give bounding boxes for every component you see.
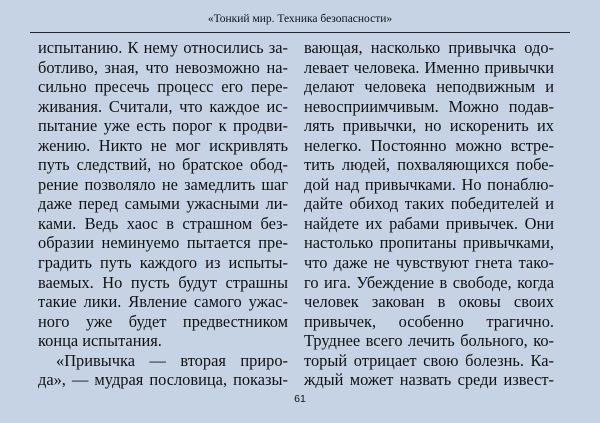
text-line: даже перед самыми ужасными ли- bbox=[38, 194, 288, 214]
text-line: вающая, насколько привычка одо- bbox=[304, 38, 554, 57]
text-line: дой над привычками. Но понаблю- bbox=[304, 174, 554, 194]
page-number: 61 bbox=[294, 393, 306, 405]
text-line: невосприимчивым. Можно подав- bbox=[304, 96, 554, 116]
text-line: дайте обиход таких победителей и bbox=[304, 194, 554, 214]
text-line: живания. Считали, что каждое ис- bbox=[38, 96, 288, 116]
text-line: да», — мудрая пословица, показы- bbox=[38, 370, 288, 390]
text-line: торый отрицает свою болезнь. Ка- bbox=[304, 350, 554, 370]
text-line: градить путь каждого из испыты- bbox=[38, 253, 288, 273]
text-line: Труднее всего лечить больного, ко- bbox=[304, 331, 554, 351]
text-line: путь следствий, но братское обод- bbox=[38, 155, 288, 175]
text-line: ками. Ведь хаос в страшном без- bbox=[38, 213, 288, 233]
text-line: левает человека. Именно привычки bbox=[304, 57, 554, 77]
text-line: такие лики. Явление самого ужас- bbox=[38, 292, 288, 312]
text-line: привычек, особенно трагично. bbox=[304, 311, 554, 331]
text-line: испытанию. К нему относились за- bbox=[38, 38, 288, 57]
text-line: го ига. Убеждение в свободе, когда bbox=[304, 272, 554, 292]
text-line: найдете их рабами привычек. Они bbox=[304, 213, 554, 233]
text-line: делают человека неподвижным и bbox=[304, 77, 554, 97]
text-line: человек закован в оковы своих bbox=[304, 292, 554, 312]
text-line: рение позволяло не замедлить шаг bbox=[38, 174, 288, 194]
paragraph-end-line: конца испытания. bbox=[38, 331, 162, 351]
paragraph-start-line: «Привычка — вторая приро- bbox=[56, 350, 288, 370]
text-line: ваемых. Но пусть будут страшны bbox=[38, 272, 288, 292]
text-line: пытание уже есть порог к продви- bbox=[38, 116, 288, 136]
text-line: сильно пресечь процесс его пере- bbox=[38, 77, 288, 97]
text-line: ного уже будет предвестником bbox=[38, 311, 288, 331]
text-line: тить людей, похваляющихся побе- bbox=[304, 155, 554, 175]
text-column-left bbox=[38, 38, 288, 390]
text-column-right bbox=[304, 38, 554, 390]
text-line: что даже не чувствуют гнета тако- bbox=[304, 253, 554, 273]
text-line: нелегко. Постоянно можно встре- bbox=[304, 135, 554, 155]
text-line: настолько пропитаны привычками, bbox=[304, 233, 554, 253]
text-line: образии неминуемо пытается пре- bbox=[38, 233, 288, 253]
text-line: ботливо, зная, что невозможно на- bbox=[38, 57, 288, 77]
text-line: лять привычки, но искоренить их bbox=[304, 116, 554, 136]
running-header bbox=[30, 12, 570, 33]
running-header-title: «Тонкий мир. Техника безопасности» bbox=[207, 13, 393, 25]
text-line: жению. Никто не мог искривлять bbox=[38, 135, 288, 155]
text-line: ждый может назвать среди извест- bbox=[304, 370, 554, 390]
